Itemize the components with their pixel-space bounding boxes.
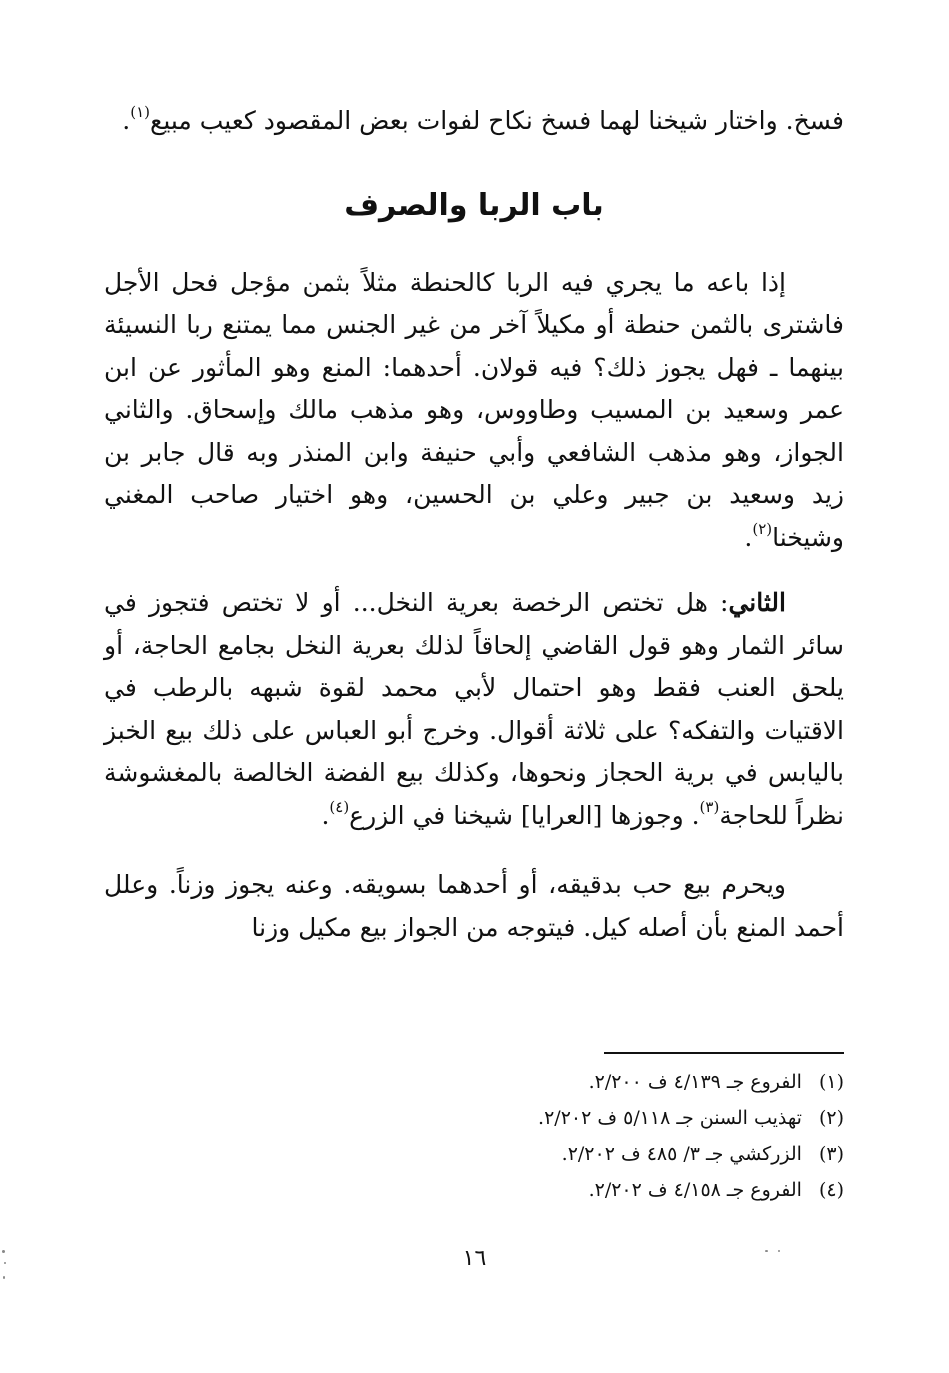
footnote-ref-2: (٢) — [752, 519, 773, 538]
footnote-item: (٤) الفروع جـ ٤/١٥٨ ف ٢/٢٠٢. — [588, 1179, 844, 1201]
paragraph-gap — [104, 562, 844, 582]
scan-speck — [2, 1250, 5, 1253]
page-number: ١٦ — [462, 1246, 487, 1271]
paragraph-gap — [104, 840, 844, 864]
scan-speck — [3, 1276, 5, 1279]
main-text — [104, 100, 844, 949]
paragraph-4: ويحرم بيع حب بدقيقه، أو أحدهما بسويقه. وعنه يجوز وزناً. وعلل أحمد المنع بأن أصله كيل. فيتوجه من الجواز بيع مكيل وزنا — [104, 870, 844, 942]
footnote-ref-1: (١) — [130, 103, 151, 121]
section-heading: باب الربا والصرف — [344, 187, 604, 223]
paragraph-3-lead: الثاني — [728, 588, 786, 617]
footnotes — [404, 1064, 844, 1208]
paragraph-2: إذا باعه ما يجري فيه الربا كالحنطة مثلاً بثمن مؤجل فحل الأجل فاشترى بالثمن حنطة أو مكيلاً آخر من غير الجنس مما يمتنع ربا النسيئة بينهما ـ فهل يجوز ذلك؟ فيه قولان. أحدهما: المنع وهو المأثور عن ابن عمر وسعيد بن المسيب وطاووس، وهو مذهب مالك وإسحاق. والثاني الجواز، وهو مذهب الشافعي وأبي حنيفة وابن المنذر وبه قال جابر بن زيد وسعيد بن جبير وعلي بن الحسين، وهو اختيار صاحب المغني وشيخنا$^{(٢)}$. — [104, 267, 844, 552]
scan-speck — [765, 1250, 768, 1252]
footnote-item: (١) الفروع جـ ٤/١٣٩ ف ٢/٢٠٠. — [588, 1071, 844, 1093]
footnote-ref-3: (٣) — [699, 797, 720, 816]
paragraph-1: فسخ. واختار شيخنا لهما فسخ نكاح لفوات بعض المقصود كعيب مبيع$^{(١)}$. — [122, 103, 844, 135]
scan-speck — [4, 1262, 6, 1264]
scan-speck — [778, 1250, 780, 1252]
footnote-ref-4: (٤) — [329, 797, 350, 816]
paragraph-3: الثاني: هل تختص الرخصة بعرية النخل... أو لا تختص فتجوز في سائر الثمار وهو قول القاضي إلحاقاً لذلك بعرية النخل بجامع الحاجة، أو يلحق العنب فقط وهو احتمال لأبي محمد لقوة شبهه بالرطب في الاقتيات والتفكه؟ على ثلاثة أقوال. وخرج أبو العباس على ذلك بيع الخبز باليابس في برية الحجاز ونحوها، وكذلك بيع الفضة الخالصة بالمغشوشة نظراً للحاجة$^{(٣)}$. وجوزها [العرايا] شيخنا في الزرع$^{(٤)}$. — [104, 588, 844, 830]
footnote-item: (٢) تهذيب السنن جـ ٥/١١٨ ف ٢/٢٠٢. — [538, 1107, 844, 1129]
footnote-item: (٣) الزركشي جـ ٣/ ٤٨٥ ف ٢/٢٠٢. — [561, 1143, 844, 1165]
footnote-divider — [604, 1052, 844, 1054]
